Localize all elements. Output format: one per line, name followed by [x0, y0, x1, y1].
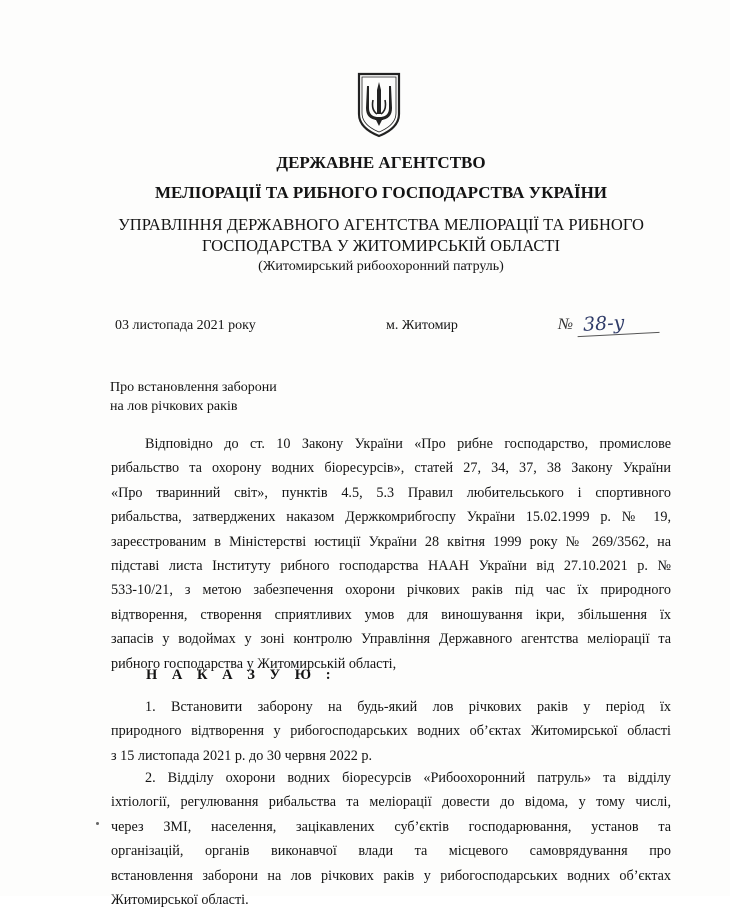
- tryzub-coat-of-arms-icon: [356, 70, 402, 138]
- department-title-line1: УПРАВЛІННЯ ДЕРЖАВНОГО АГЕНТСТВА МЕЛІОРАЦІЇ ТА РИБНОГО: [118, 215, 644, 234]
- order-subject: [110, 379, 277, 416]
- subunit-name: (Житомирський рибоохоронний патруль): [258, 259, 504, 274]
- department-title-line2: ГОСПОДАРСТВА У ЖИТОМИРСЬКІЙ ОБЛАСТІ: [201, 236, 560, 255]
- item-line: 1. Встановити заборону на будь-який лов річкових раків у період їх: [145, 699, 671, 715]
- item-line: іхтіології, регулювання рибальства та меліорації довести до відома, у тому числі,: [111, 794, 671, 811]
- order-heading: Н А К А З У Ю :: [146, 667, 337, 683]
- preamble-line: рибальства, затверджених наказом Держкомрибгоспу України 15.02.1999 р. № 19,: [111, 509, 671, 526]
- preamble-paragraph: [111, 432, 671, 676]
- preamble-line: зареєстрованим в Міністерстві юстиції України 28 квітня 1999 року № 269/3562, на: [111, 533, 671, 550]
- item-line: природного відтворення у рибогосподарських водних об’єктах Житомирської області: [111, 723, 671, 740]
- handwritten-order-number: 38-у: [577, 310, 660, 337]
- item-line: з 15 листопада 2021 р. до 30 червня 2022 р.: [111, 747, 373, 764]
- order-city: м. Житомир: [386, 318, 458, 333]
- preamble-line: рибного господарства у Житомирській області,: [111, 655, 397, 672]
- subject-line2: на лов річкових раків: [110, 398, 238, 414]
- preamble-line: підставі листа Інституту рибного господарства НААН України від 27.10.2021 р. №: [111, 558, 671, 575]
- subject-line1: Про встановлення заборони: [110, 380, 277, 395]
- department-title: [0, 214, 746, 256]
- order-item-1: [111, 695, 671, 768]
- order-item-2: [111, 766, 671, 912]
- item-line: Житомирської області.: [111, 892, 249, 909]
- preamble-line: рибальство та охорону водних біоресурсів», статей 27, 34, 37, 38 Закону України: [111, 460, 671, 477]
- agency-title-line1: ДЕРЖАВНЕ АГЕНТСТВО: [276, 153, 486, 172]
- item-line: встановлення заборони на лов річкових раків у рибогосподарських водних об’єктах: [111, 867, 671, 884]
- margin-mark: [96, 822, 99, 825]
- agency-title-line2: МЕЛІОРАЦІЇ ТА РИБНОГО ГОСПОДАРСТВА УКРАЇНИ: [154, 183, 608, 202]
- item-line: через ЗМІ, населення, зацікавлених суб’єктів господарювання, установ та: [111, 818, 671, 835]
- number-sign: №: [558, 316, 574, 333]
- preamble-line: відтворення, створення сприятливих умов для виношування ікри, збільшення їх: [111, 606, 671, 623]
- item-line: організацій, органів виконавчої влади та місцевого самоврядування про: [111, 843, 671, 860]
- order-date: 03 листопада 2021 року: [115, 318, 256, 333]
- preamble-line: 533-10/21, з метою забезпечення охорони річкових раків під час їх природного: [111, 582, 671, 599]
- item-line: 2. Відділу охорони водних біоресурсів «Рибоохоронний патруль» та відділу: [145, 770, 671, 786]
- preamble-line: «Про тваринний світ», пунктів 4.5, 5.3 Правил любительського і спортивного: [111, 484, 671, 501]
- preamble-line: запасів у водоймах у зоні контролю Управління Державного агентства меліорації та: [111, 631, 671, 648]
- preamble-line: Відповідно до ст. 10 Закону України «Про рибне господарство, промислове: [145, 436, 671, 452]
- order-number: [558, 312, 659, 335]
